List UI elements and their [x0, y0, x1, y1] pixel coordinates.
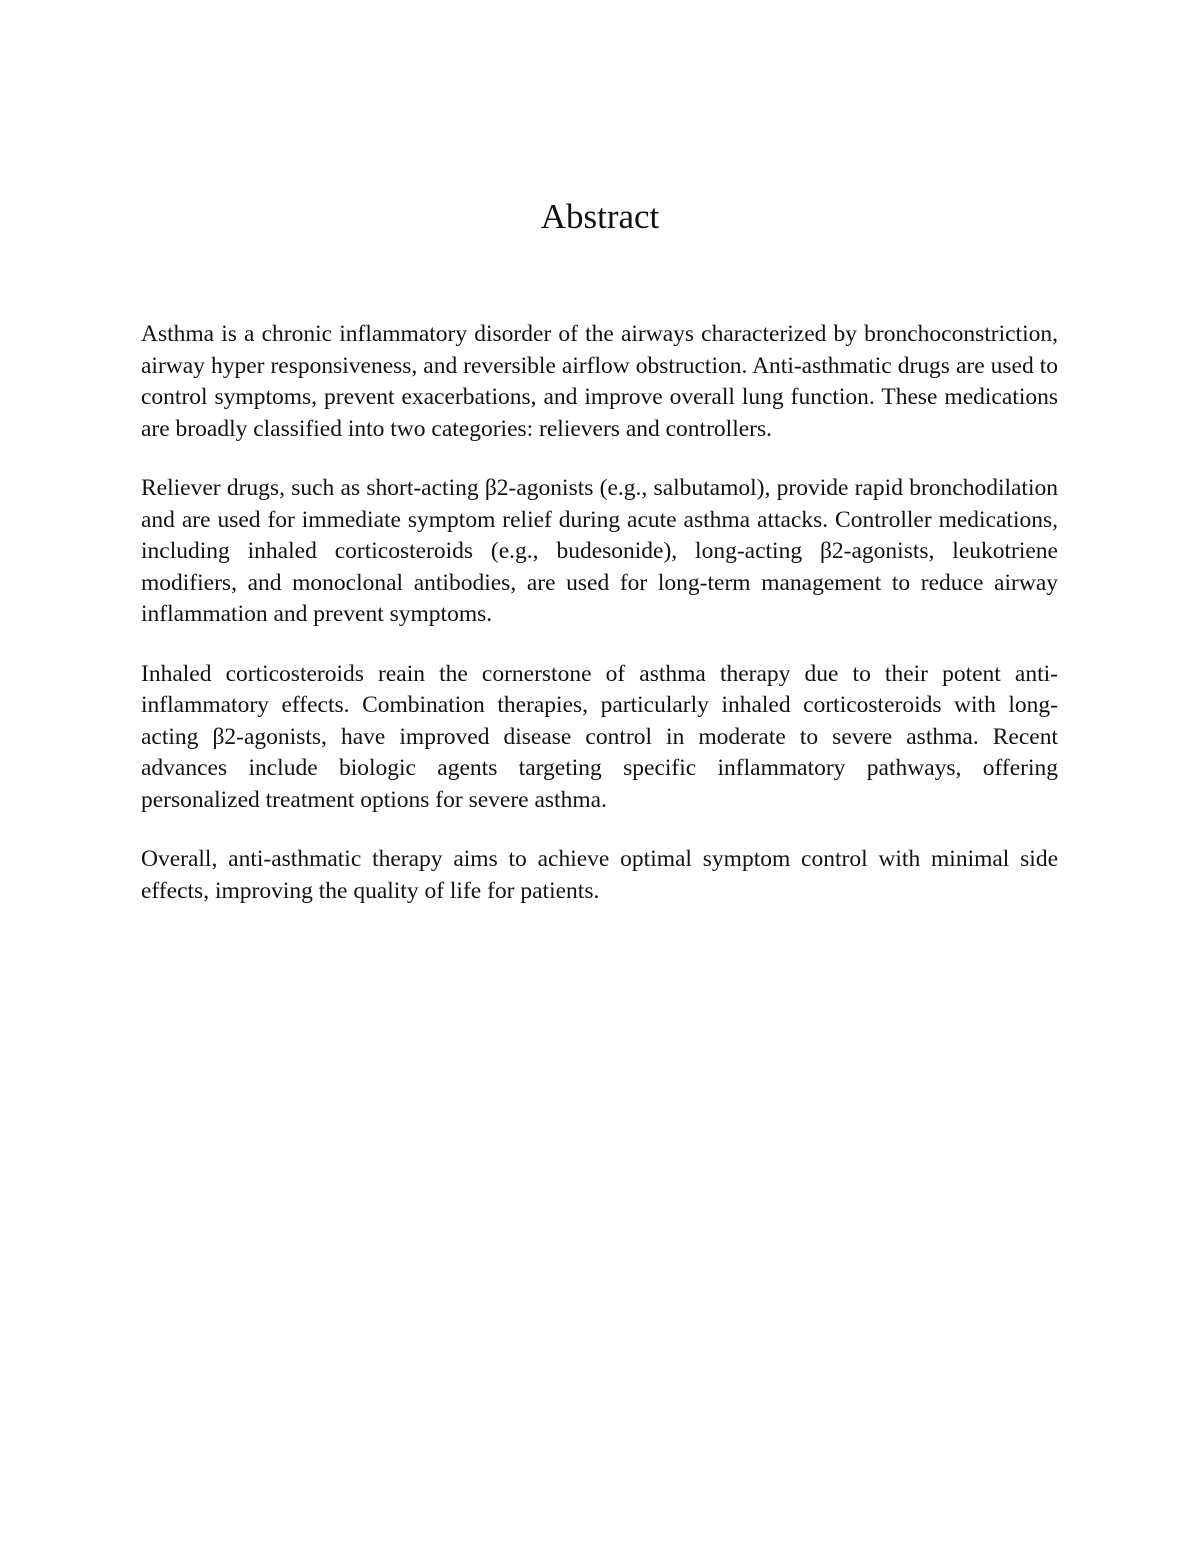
page-title: Abstract — [540, 197, 660, 236]
paragraph-3: Inhaled corticosteroids reain the cornerstone of asthma therapy due to their potent anti-inflammatory effects. Combination therapies, particularly inhaled corticosteroids with long-acting β2-agonists, have improved disease control in moderate to severe asthma. Recent advances include biologic agents targeting specific inflammatory pathways, offering personalized treatment options for severe asthma. — [141, 660, 1058, 813]
paragraph-4: Overall, anti-asthmatic therapy aims to achieve optimal symptom control with minimal side effects, improving the quality of life for patients. — [141, 846, 1058, 904]
paragraph-2: Reliever drugs, such as short-acting β2-agonists (e.g., salbutamol), provide rapid bronchodilation and are used for immediate symptom relief during acute asthma attacks. Controller medications, including inhaled corticosteroids (e.g., budesonide), long-acting β2-agonists, leukotriene modifiers, and monoclonal antibodies, are used for long-term management to reduce airway inflammation and prevent symptoms. — [141, 475, 1058, 627]
abstract-body — [141, 319, 1058, 935]
paragraph-1: Asthma is a chronic inflammatory disorder of the airways characterized by bronchoconstriction, airway hyper responsiveness, and reversible airflow obstruction. Anti-asthmatic drugs are used to control symptoms, prevent exacerbations, and improve overall lung function. These medications are broadly classified into two categories: relievers and controllers. — [141, 321, 1058, 442]
